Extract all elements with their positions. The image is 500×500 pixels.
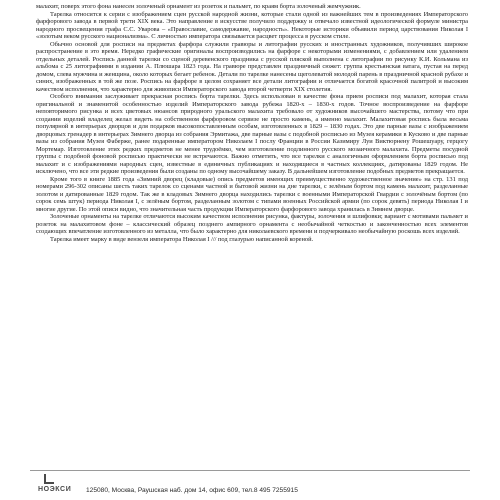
page-footer bbox=[30, 470, 470, 496]
paragraph-3: Обычно основой для росписи на предметах фарфора служили гравюры и литографии русских и иностранных художников, получивших широкое распространение в это время. Нередко графические оригиналы воспроизводились на фарфоре с некоторыми изменениями, с добавлением или удалением отдельных деталей. Роспись данной тарелки со сценой деревенского праздника с русской пляской выполнена с литографии по рисунку К.И. Кольмана из альбома с 25 литографиями в издании А. Плюшара 1823 года. На гравюре представлен праздничный сюжет: группа крестьянская ватага, пустая на перед домом, слева мужчина и женщина, около которых бегает ребенок. Детали по тарелке нанесены щеголеватой молодой парень в праздничной красной рубахе и синих, изображенных в той же позе. Роспись на фарфоре в целом сохраняет все детали литографии и отличается богатой красочной палитрой и высоким качеством исполнения, что характерно для живописи Императорского завода второй четверти XIX столетия. bbox=[36, 40, 468, 93]
company-logo bbox=[38, 474, 80, 496]
document-page bbox=[36, 3, 468, 463]
footer-address: 125080, Москва, Раушская наб. дом 14, офис 609, тел.8 495 7255915 bbox=[86, 487, 298, 494]
paragraph-5: Кроме того в книге 1885 года «Зимний дворец (кладовые) опись предметов имеющих преимущественно художественное значение» на стр. 131 под номерами 296-302 описаны шесть таких тарелок со сценами частной и бытовой жизни на дне тарелки, с зелёным бортом под камень малахит, разделанные золотом и датированные 1829 годом. Так же в кладовых Зимнего дворца находились тарелки с военными Императорской Гвардии с золочёным бортом (по сорок семь штук) периода Николая I, с зелёным бортом, разделанным золотом с типами военных Российской армии (по сорок девять) периода Николая I и многие другие. По этой описи видно, что значительная часть продукции Императорского фарфорового завода хранилась в Зимнем дворце. bbox=[36, 175, 468, 213]
paragraph-2: Тарелка относится к серии с изображением сцен русской народной жизни, которые стали одной из важнейших тем в произведениях Императорского фарфорового завода в первой трети XIX века. Это направление в искусстве получило поддержку и отвечало известной идеологической формуле министра народного просвещения графа С.С. Уварова – «Православие, самодержавие, народность». Некоторые историки объявили период царствования Николая I «золотым веком русского национализма». С личностью императора связывается pасцвет процесса в русском стиле. bbox=[36, 10, 468, 40]
footer-divider bbox=[30, 470, 470, 471]
paragraph-7: Тарелка имеет марку в виде вензеля императора Николая I /// под глазурью написанной кореной. bbox=[50, 235, 314, 243]
logo-text: НОЭКСИ bbox=[38, 486, 72, 493]
paragraph-1: малахит, поверх этого фона нанесен золоченый орнамент из розеток и пальмет, по краям борта золоченый жемчужник. bbox=[36, 3, 361, 10]
paragraph-6: Золоченые орнаменты на тарелке отличаются высоким качеством исполнения рисунка, фактуры, золочения и шлифовки; вариант с мотивами пальмет и розеток на малахитовом фоне – классический образец позднего ампирного орнамента с необычайной четкостью и законченностью всех элементов создающих впечатление изготовленного из металла, что было характерно для николаевского времени и подчеркивало необычайную роскошь всех изделий. bbox=[36, 213, 468, 235]
logo-mark-icon bbox=[44, 474, 54, 484]
paragraph-4: Особого внимания заслуживает прекрасная роспись борта тарелки. Здесь использован в качестве фона прием росписи под малахит, которая стала оригинальной и знаменитой особенностью изделий Императорского завода рубежа 1820-х – 1830-х годов. Точное воспроизведение на фарфоре неповторимого рисунка и всех цветовых нюансов природного уральского малахита требовало от художников высочайшего мастерства, потому что при создании изделий владелец желал видеть на собственном фарфоровом сервизе не просто камень, а именно малахит. Малахитовая роспись была весьма популярной в интерьерах дворцов и для подарков высокопоставленным особам, изготовленных в 1829 – 1830 годах. Это две парные вазы с изображением дворцовых гренадер в интерьерах Зимнего дворца из собрания Эрмитажа, две парные вазы с подобной росписью из Музея керамики в Кусково и две парные вазы из собрания Музея Фаберже, ранее подаренные императором Николаем I послу Франции в России Казимиру Луи Виктюрнену Рошешуару, герцогу Мортемар. Изготовление этих редких предметов не менее трудоёмко, чем изготовление подлинного русского мозаичного малахита. Предметы посудной группы с подобной фоновой росписью практически не встречаются. Важно отметить, что все тарелки с аналогичным оформлением борта росписью под малахит и с изображениями народных сцен, известные в единичных публикациях и находящиеся в частных коллекциях, датированы 1829 годом. Не исключено, что все эти редкие произведения были созданы по одному высочайшему заказу. В дальнейшем изготовление подобных предметов прекращается. bbox=[36, 93, 468, 175]
